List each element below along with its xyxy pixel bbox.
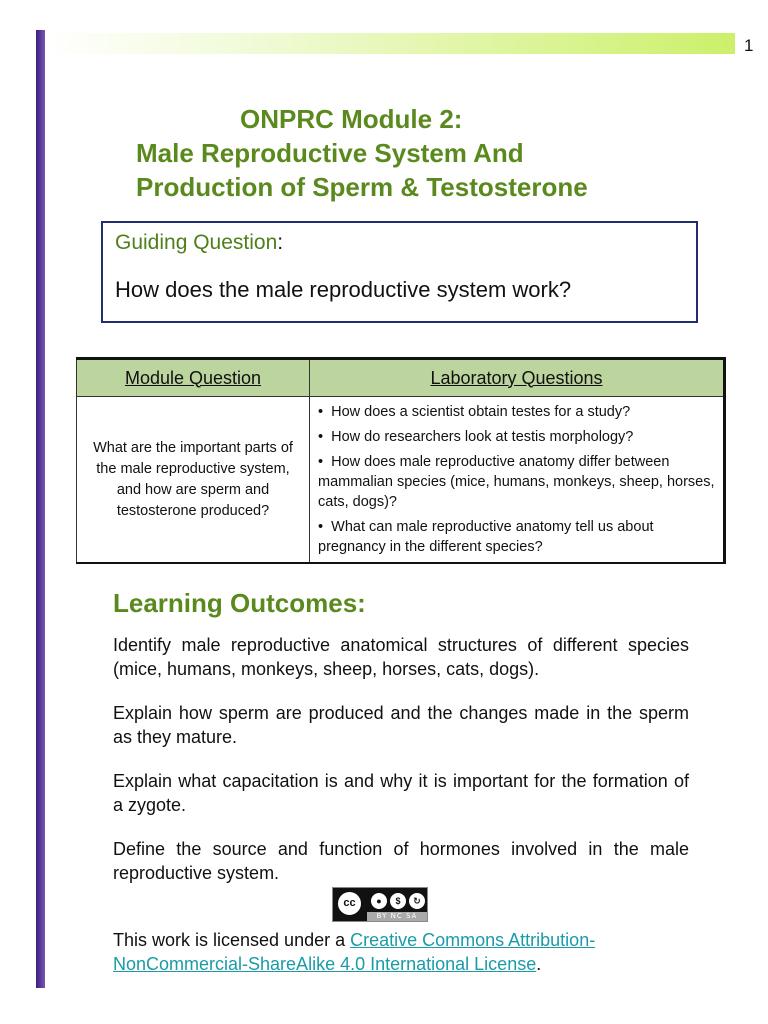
outcome-item: Define the source and function of hormones involved in the male reproductive system. <box>113 839 689 883</box>
module-questions-table <box>76 357 726 564</box>
creative-commons-badge[interactable] <box>332 887 428 922</box>
lab-question-item: • What can male reproductive anatomy tell us about pregnancy in the different species? <box>318 519 654 555</box>
learning-outcomes-list <box>113 633 689 905</box>
lab-question-text: How do researchers look at testis morphology? <box>331 429 634 445</box>
title-line-2: Male Reproductive System And <box>136 138 524 168</box>
license-prefix: This work is licensed under a <box>113 930 351 950</box>
laboratory-questions-cell <box>310 397 725 564</box>
page-number: 1 <box>744 36 754 55</box>
outcome-item: Explain how sperm are produced and the changes made in the sperm as they mature. <box>113 703 689 747</box>
guiding-question-heading <box>115 231 684 255</box>
lab-question-text: How does a scientist obtain testes for a study? <box>331 404 631 420</box>
outcome-item: Identify male reproductive anatomical structures of different species (mice, humans, monkeys, sheep, horses, cats, dogs). <box>113 635 689 679</box>
laboratory-questions-header: Laboratory Questions <box>310 359 725 397</box>
lab-question-item: • How do researchers look at testis morphology? <box>318 429 634 445</box>
guiding-question-colon: : <box>277 231 284 254</box>
outcome-item: Explain what capacitation is and why it is important for the formation of a zygote. <box>113 771 689 815</box>
license-tags: BY NC SA <box>367 912 427 921</box>
noncommercial-icon: $ <box>388 891 408 911</box>
module-question-cell: What are the important parts of the male reproductive system, and how are sperm and testosterone produced? <box>77 397 310 564</box>
title-line-3: Production of Sperm & Testosterone <box>136 172 588 202</box>
guiding-question-label: Guiding Question <box>115 231 278 254</box>
module-question-header: Module Question <box>77 359 310 397</box>
learning-outcomes-title: Learning Outcomes: <box>113 588 366 618</box>
sharealike-icon: ↻ <box>407 891 427 911</box>
title-line-1: ONPRC Module 2: <box>240 104 463 134</box>
left-accent-bar <box>36 30 45 988</box>
lab-question-item: • How does a scientist obtain testes for a study? <box>318 404 631 420</box>
guiding-question-box <box>101 221 698 323</box>
guiding-question-text: How does the male reproductive system work? <box>115 277 572 302</box>
lab-question-text: What can male reproductive anatomy tell us about pregnancy in the different species? <box>318 519 654 555</box>
page-title <box>136 102 696 204</box>
table-header-row <box>77 359 725 397</box>
table-row <box>77 397 725 564</box>
license-statement <box>113 928 673 976</box>
cc-logo-icon: cc <box>336 890 363 917</box>
license-suffix: . <box>536 954 542 974</box>
license-link[interactable]: Creative Commons Attribution-NonCommercial-ShareAlike 4.0 International License <box>113 930 596 974</box>
lab-question-text: How does male reproductive anatomy differ between mammalian species (mice, humans, monkeys, sheep, horses, cats, dogs)? <box>318 454 715 510</box>
attribution-icon: ● <box>369 891 389 911</box>
lab-question-item: • How does male reproductive anatomy differ between mammalian species (mice, humans, monkeys, sheep, horses, cats, dogs)? <box>318 454 715 510</box>
top-gradient-band <box>45 33 735 54</box>
